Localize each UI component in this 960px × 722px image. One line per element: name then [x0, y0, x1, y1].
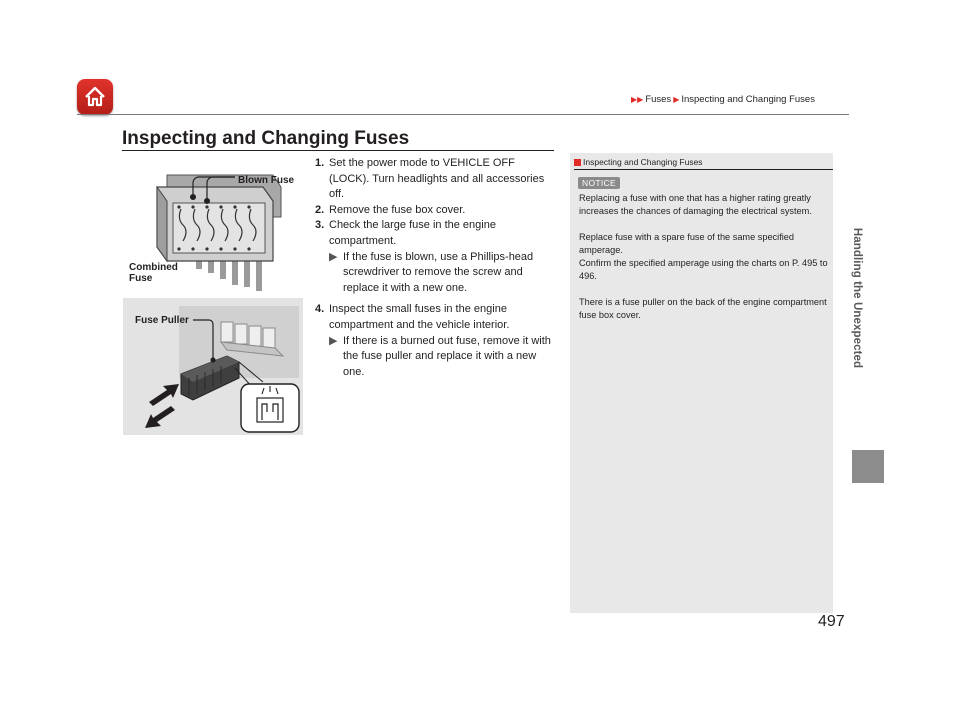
note-paragraph: There is a fuse puller on the back of the engine compartment fuse box cover.: [579, 297, 827, 320]
combined-fuse-label: [129, 262, 178, 284]
breadcrumb: [629, 94, 815, 105]
side-tab-marker: [852, 450, 884, 483]
step-number: 3.: [315, 219, 325, 232]
substep-arrow-icon: ▶: [329, 250, 338, 263]
note-paragraph: Replacing a fuse with one that has a higher rating greatly increases the chances of damaging the electrical system.: [579, 193, 812, 216]
breadcrumb-arrow-icon: ▶▶: [631, 95, 644, 104]
step-3: [315, 218, 555, 249]
step-number: 1.: [315, 157, 325, 169]
home-button[interactable]: [77, 79, 113, 115]
step-text: Inspect the small fuses in the engine compartment and the vehicle interior.: [329, 303, 510, 331]
side-note-rule: [574, 169, 833, 170]
notice-badge: NOTICE: [578, 177, 620, 189]
step-text: Check the large fuse in the engine compartment.: [329, 219, 496, 247]
blown-fuse-label: Blown Fuse: [238, 175, 295, 186]
step-4: [315, 302, 555, 333]
breadcrumb-item[interactable]: Inspecting and Changing Fuses: [681, 94, 815, 105]
fuse-puller-illustration: [123, 298, 303, 435]
substep-arrow-icon: ▶: [329, 334, 338, 347]
header-rule: [77, 114, 849, 115]
side-note-panel: [570, 153, 833, 613]
note-paragraph: Replace fuse with a spare fuse of the same specified amperage. Confirm the specified amperage using the charts on P. 495 to 496.: [579, 232, 828, 281]
step-4-substep: [315, 334, 555, 381]
substep-text: If there is a burned out fuse, remove it with the fuse puller and replace it with a new one.: [343, 334, 551, 378]
home-icon: [83, 85, 107, 109]
step-number: 4.: [315, 303, 325, 316]
step-1: [315, 156, 555, 203]
combined-fuse-label-line: Fuse: [129, 273, 153, 284]
combined-fuse-label-line: Combined: [129, 262, 178, 273]
title-rule: [122, 150, 554, 151]
step-2: [315, 203, 555, 219]
side-tab-label: Handling the Unexpected: [851, 227, 863, 369]
instruction-steps: [315, 156, 555, 380]
note-marker-icon: [574, 159, 581, 166]
fuse-puller-label: Fuse Puller: [135, 315, 189, 326]
side-note-body: [579, 192, 829, 335]
side-note-header: [574, 157, 703, 167]
step-text: Remove the fuse box cover.: [329, 203, 466, 216]
side-tab[interactable]: [850, 138, 864, 458]
step-3-substep: [315, 250, 555, 297]
substep-text: If the fuse is blown, use a Phillips-head screwdriver to remove the screw and replace it with a new one.: [343, 250, 534, 294]
fuse-box-illustration: [123, 157, 303, 293]
breadcrumb-item[interactable]: Fuses: [645, 94, 672, 105]
page-number: 497: [818, 613, 845, 630]
side-note-title: Inspecting and Changing Fuses: [583, 157, 703, 167]
step-text: Set the power mode to VEHICLE OFF (LOCK). Turn headlights and all accessories off.: [329, 157, 545, 201]
section-title: Inspecting and Changing Fuses: [122, 128, 410, 149]
breadcrumb-arrow-icon: ▶: [673, 95, 680, 104]
step-number: 2.: [315, 203, 325, 216]
